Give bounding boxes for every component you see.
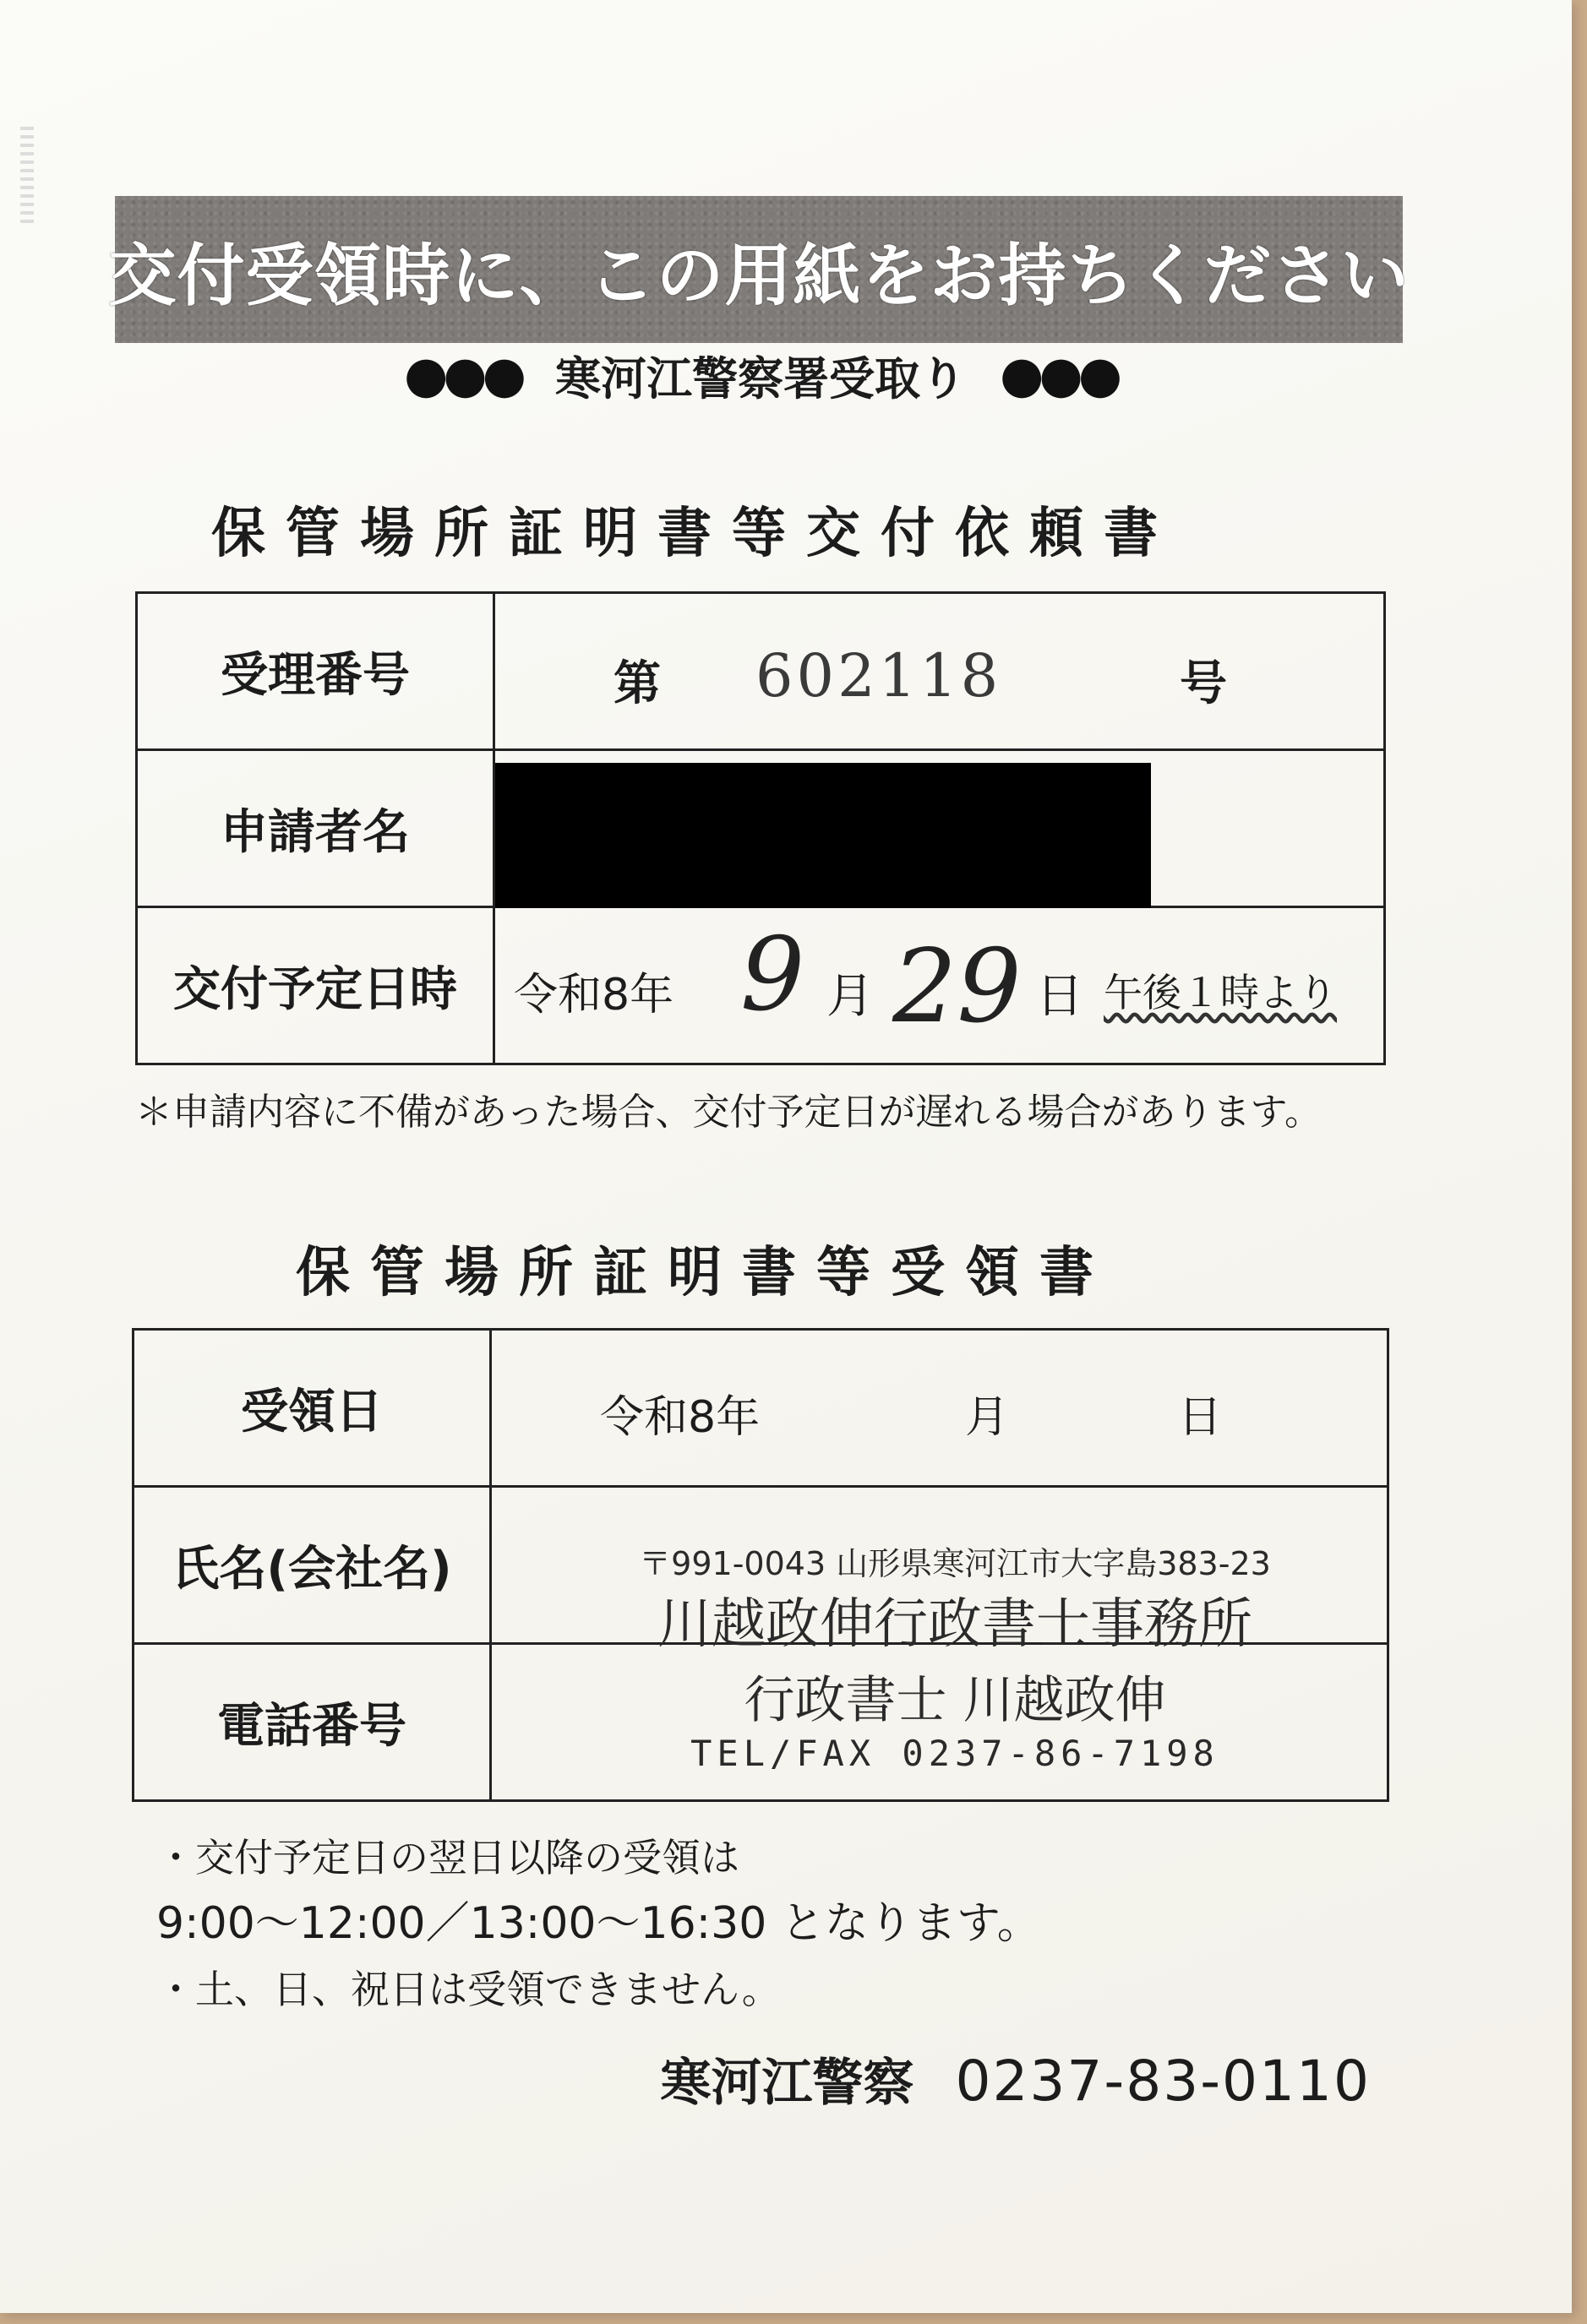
stamp-address: 〒991-0043 山形県寒河江市大字島383-23 [639, 1545, 1271, 1582]
receipt-number-label: 受理番号 [137, 593, 494, 750]
delivery-datetime-row [137, 907, 1385, 1064]
name-label: 氏名(会社名) [134, 1487, 491, 1644]
receipt-number-value: 602118 [755, 641, 1002, 710]
dots-right: ●●● [1000, 346, 1118, 405]
applicant-name-row [137, 750, 1385, 907]
header-banner [108, 196, 1410, 343]
received-month-unit: 月 [965, 1392, 1010, 1443]
request-form-title: 保管場所証明書等交付依頼書 [211, 503, 1178, 565]
police-name: 寒河江警察 [660, 2054, 914, 2113]
banner-text: 交付受領時に、この用紙をお持ちください [108, 236, 1410, 315]
pickup-location-text: 寒河江警察署受取り [555, 351, 966, 405]
phone-label: 電話番号 [134, 1644, 491, 1801]
note-line-1: ・交付予定日の翌日以降の受領は [156, 1835, 739, 1880]
applicant-name-value-cell [494, 750, 1385, 907]
delivery-time: 午後１時より [1104, 970, 1337, 1015]
stamp-office-name: 川越政伸行政書士事務所 [657, 1593, 1252, 1656]
request-form-note: ＊申請内容に不備があった場合、交付予定日が遅れる場合があります。 [135, 1091, 1322, 1134]
received-day-unit: 日 [1178, 1392, 1223, 1443]
receipt-number-prefix: 第 [614, 656, 661, 711]
dots-left: ●●● [403, 346, 521, 405]
stamp-person-name: 行政書士 川越政伸 [744, 1671, 1166, 1730]
delivery-month-unit: 月 [826, 969, 874, 1024]
receipt-number-suffix: 号 [1180, 656, 1227, 711]
police-contact-footer [660, 2043, 1371, 2115]
note-line-2: 9:00～12:00／13:00～16:30 となります。 [156, 1898, 1041, 1949]
stamp-tel-fax: TEL/FAX 0237-86-7198 [690, 1733, 1219, 1774]
receipt-form-title: 保管場所証明書等受領書 [296, 1242, 1114, 1304]
police-tel: 0237-83-0110 [955, 2049, 1371, 2114]
applicant-name-label: 申請者名 [137, 750, 494, 907]
request-form-table [135, 591, 1386, 1065]
delivery-day-unit: 日 [1036, 969, 1083, 1024]
delivery-day-handwritten: 29 [892, 928, 1022, 1046]
pickup-location-line [338, 341, 1183, 409]
received-date-label: 受領日 [134, 1330, 491, 1487]
redacted-block [495, 763, 1151, 908]
received-era-year: 令和8年 [600, 1392, 761, 1443]
delivery-datetime-value-cell [494, 907, 1385, 1064]
office-rubber-stamp [608, 1538, 1301, 1774]
delivery-datetime-label: 交付予定日時 [137, 907, 494, 1064]
receipt-hours-notes [156, 1825, 1041, 2022]
receipt-number-row [137, 593, 1385, 750]
received-date-row [134, 1330, 1388, 1487]
received-date-value-cell [491, 1330, 1388, 1487]
receipt-number-value-cell [494, 593, 1385, 750]
delivery-era-year: 令和8年 [514, 970, 674, 1020]
staple-marks [20, 127, 34, 228]
delivery-month-handwritten: 9 [740, 917, 805, 1034]
note-line-3: ・土、日、祝日は受領できません。 [156, 1967, 781, 2012]
